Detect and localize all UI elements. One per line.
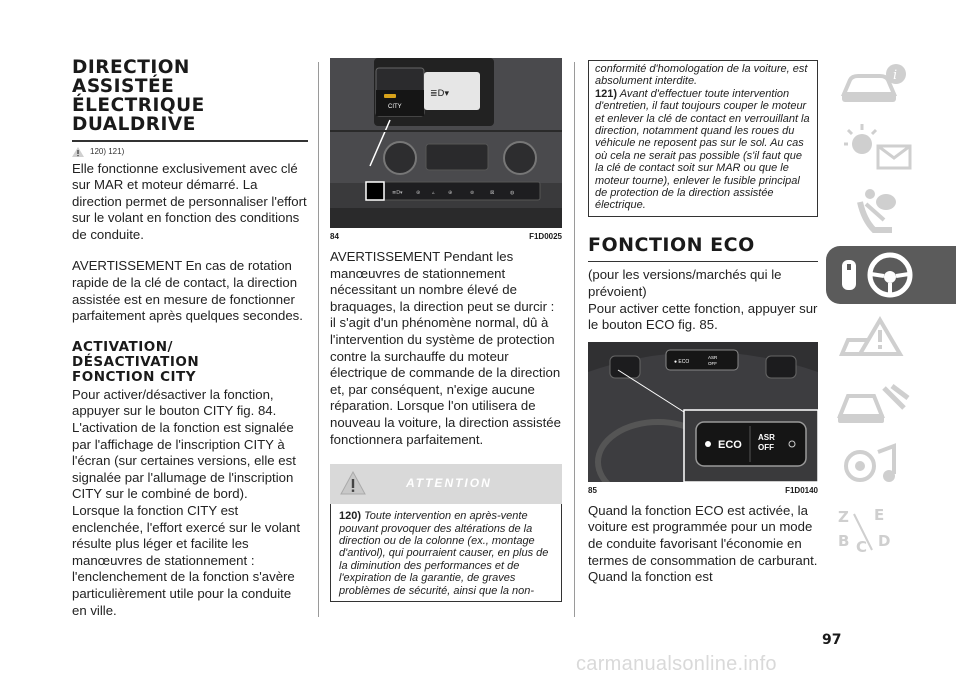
car-info-icon: [834, 58, 934, 108]
note-text-1: conformité d'homologation de la voiture, est absolument interdite.: [595, 63, 808, 88]
svg-text:OFF: OFF: [708, 360, 717, 366]
paragraph: Lorsque la fonction CITY est enclenchée, l'effort exercé sur le volant résulte plus léger et facilite les manœuvres de stationnement : l'enclenchement de la fonction s'avère particulièrement utile pour la conduite en ville.: [72, 503, 301, 618]
note-text-2: [595, 88, 811, 212]
warning-triangle-car-icon: [834, 314, 934, 364]
svg-text:◍: ◍: [510, 190, 515, 196]
tab-emergency[interactable]: [826, 310, 956, 368]
warning-note-box: [588, 60, 818, 217]
warning-triangle-icon: [72, 147, 84, 157]
tab-car-info[interactable]: [826, 54, 956, 112]
svg-text:≣D▾: ≣D▾: [430, 89, 449, 99]
chapter-tabs: [826, 54, 956, 566]
tab-multimedia[interactable]: [826, 438, 956, 496]
sub-title-line-1: ACTIVATION/: [72, 338, 173, 355]
tab-lights-messages[interactable]: [826, 118, 956, 176]
svg-text:C: C: [856, 538, 868, 556]
column-right: [588, 0, 818, 586]
svg-text:Z: Z: [838, 508, 849, 526]
figure-84-dashboard-photo: [330, 58, 562, 228]
paragraph: Pour activer cette fonction, appuyer sur le bouton ECO fig. 85.: [588, 300, 818, 333]
svg-text:⊕: ⊕: [448, 190, 453, 196]
svg-text:i: i: [893, 68, 898, 83]
svg-text:D: D: [878, 532, 891, 550]
svg-text:▵: ▵: [432, 190, 435, 196]
note-body: Avant d'effectuer toute intervention d'entretien, il faut toujours couper le moteur et enlever la clé de contact en verrouillant la direction, notamment quand les roues du véhicule ne reposent pas sur le sol. Au cas où cela ne serait pas possible (s'il faut que la clé de contact soit sur MAR ou que le moteur tourne), enlever le fusible principal de protection de la direction assistée électrique.: [595, 87, 810, 212]
warning-triangle-icon: [340, 471, 366, 495]
svg-text:E: E: [874, 506, 885, 524]
title-rule: [72, 140, 308, 142]
seat-airbag-icon: [834, 186, 934, 236]
sub-title-line-3: FONCTION CITY: [72, 368, 197, 385]
tab-index[interactable]: [826, 502, 956, 560]
title-line-3: ÉLECTRIQUE: [72, 95, 205, 116]
paragraph: L'activation de la fonction est signalée par l'affichage de l'inscription CITY à l'écran (sur certaines versions, elle est signalée par l'allumage de l'inscription CITY sur le combiné de bord).: [72, 420, 296, 502]
warning-references: [72, 147, 308, 157]
attention-title: ATTENTION: [406, 476, 492, 491]
column-divider: [574, 62, 575, 617]
eco-button-illustration: [588, 342, 818, 482]
figure-code: F1D0025: [529, 232, 562, 241]
figure-code: F1D0140: [785, 485, 818, 495]
column-divider: [318, 62, 319, 617]
paragraph: Pour activer/désactiver la fonction, appuyer sur le bouton CITY fig. 84.: [72, 386, 277, 419]
attention-number: 120): [339, 510, 362, 523]
eco-button-label: ECO: [718, 438, 742, 451]
column-left: [72, 0, 308, 619]
figure-number: 84: [330, 232, 339, 241]
paragraph: Quand la fonction ECO est activée, la voiture est programmée pour un mode de conduite favorisant l'économie en termes de consommation de carburant. Quand la fonction est: [588, 502, 818, 585]
figure-number: 85: [588, 485, 597, 495]
dashboard-illustration: [330, 58, 562, 228]
music-navigation-icon: [834, 442, 934, 492]
light-message-icon: [834, 122, 934, 172]
watermark: carmanualsonline.info: [576, 653, 777, 675]
section-title-eco: FONCTION ECO: [588, 233, 755, 256]
title-rule: [588, 261, 818, 263]
car-service-icon: [834, 378, 934, 428]
svg-text:ASR: ASR: [758, 432, 775, 442]
tab-starting-driving[interactable]: [826, 246, 956, 304]
paragraph: Elle fonctionne exclusivement avec clé sur MAR et moteur démarré. La direction permet de personnaliser l'effort sur le volant en fonction des conditions de conduite.: [72, 160, 307, 242]
figure-caption: [588, 486, 818, 495]
column-middle: [330, 0, 562, 602]
alphabet-index-icon: [834, 506, 934, 556]
svg-text:⊚: ⊚: [470, 190, 475, 196]
svg-text:≣D▾: ≣D▾: [392, 190, 403, 196]
subsection-title-city: [72, 340, 308, 385]
attention-body: Toute intervention en après-vente pouvant provoquer des altérations de la direction ou de la colonne (ex., montage d'antivol), qui pourraient causer, en plus de la diminution des performances et de l'expiration de la garantie, de graves problèmes de sécurité, ainsi que la non-: [339, 510, 549, 597]
note-number: 121): [595, 87, 618, 100]
svg-text:OFF: OFF: [758, 442, 774, 452]
tab-safety[interactable]: [826, 182, 956, 240]
warning-refs-text: 120) 121): [90, 147, 125, 156]
title-line-4: DUALDRIVE: [72, 114, 196, 135]
key-steering-wheel-icon: [834, 250, 934, 300]
paragraph: AVERTISSEMENT En cas de rotation rapide de la clé de contact, la direction assistée est en mesure de fonctionner parfaitement après quelques secondes.: [72, 258, 303, 324]
title-line-2: ASSISTÉE: [72, 76, 175, 97]
attention-box: [330, 504, 562, 602]
section-title-direction: [72, 58, 308, 134]
svg-text:● ECO: ● ECO: [674, 358, 690, 365]
attention-text: [339, 510, 553, 597]
city-button-label: CITY: [388, 104, 402, 110]
figure-85-eco-button-photo: [588, 342, 818, 482]
attention-header: [330, 464, 562, 504]
tab-maintenance[interactable]: [826, 374, 956, 432]
svg-text:ASR: ASR: [708, 354, 718, 360]
figure-caption: [330, 232, 562, 241]
sub-title-line-2: DÉSACTIVATION: [72, 353, 200, 370]
svg-text:B: B: [838, 532, 850, 550]
paragraph: AVERTISSEMENT Pendant les manœuvres de stationnement nécessitant un nombre élevé de braquages, la direction peut se durcir : il s'agit d'un phénomène normal, dû à l'intervention du système de protection contre la surchauffe du moteur électrique de commande de la direction et, par conséquent, n'exige aucune réparation. Lorsque l'on utilisera de nouveau la voiture, la direction assistée fonctionnera parfaitement.: [330, 249, 561, 447]
svg-text:⊛: ⊛: [416, 190, 421, 196]
title-line-1: DIRECTION: [72, 57, 190, 78]
page-number: 97: [822, 632, 842, 648]
svg-text:⊠: ⊠: [490, 190, 495, 196]
paragraph: (pour les versions/marchés qui le prévoient): [588, 267, 782, 299]
